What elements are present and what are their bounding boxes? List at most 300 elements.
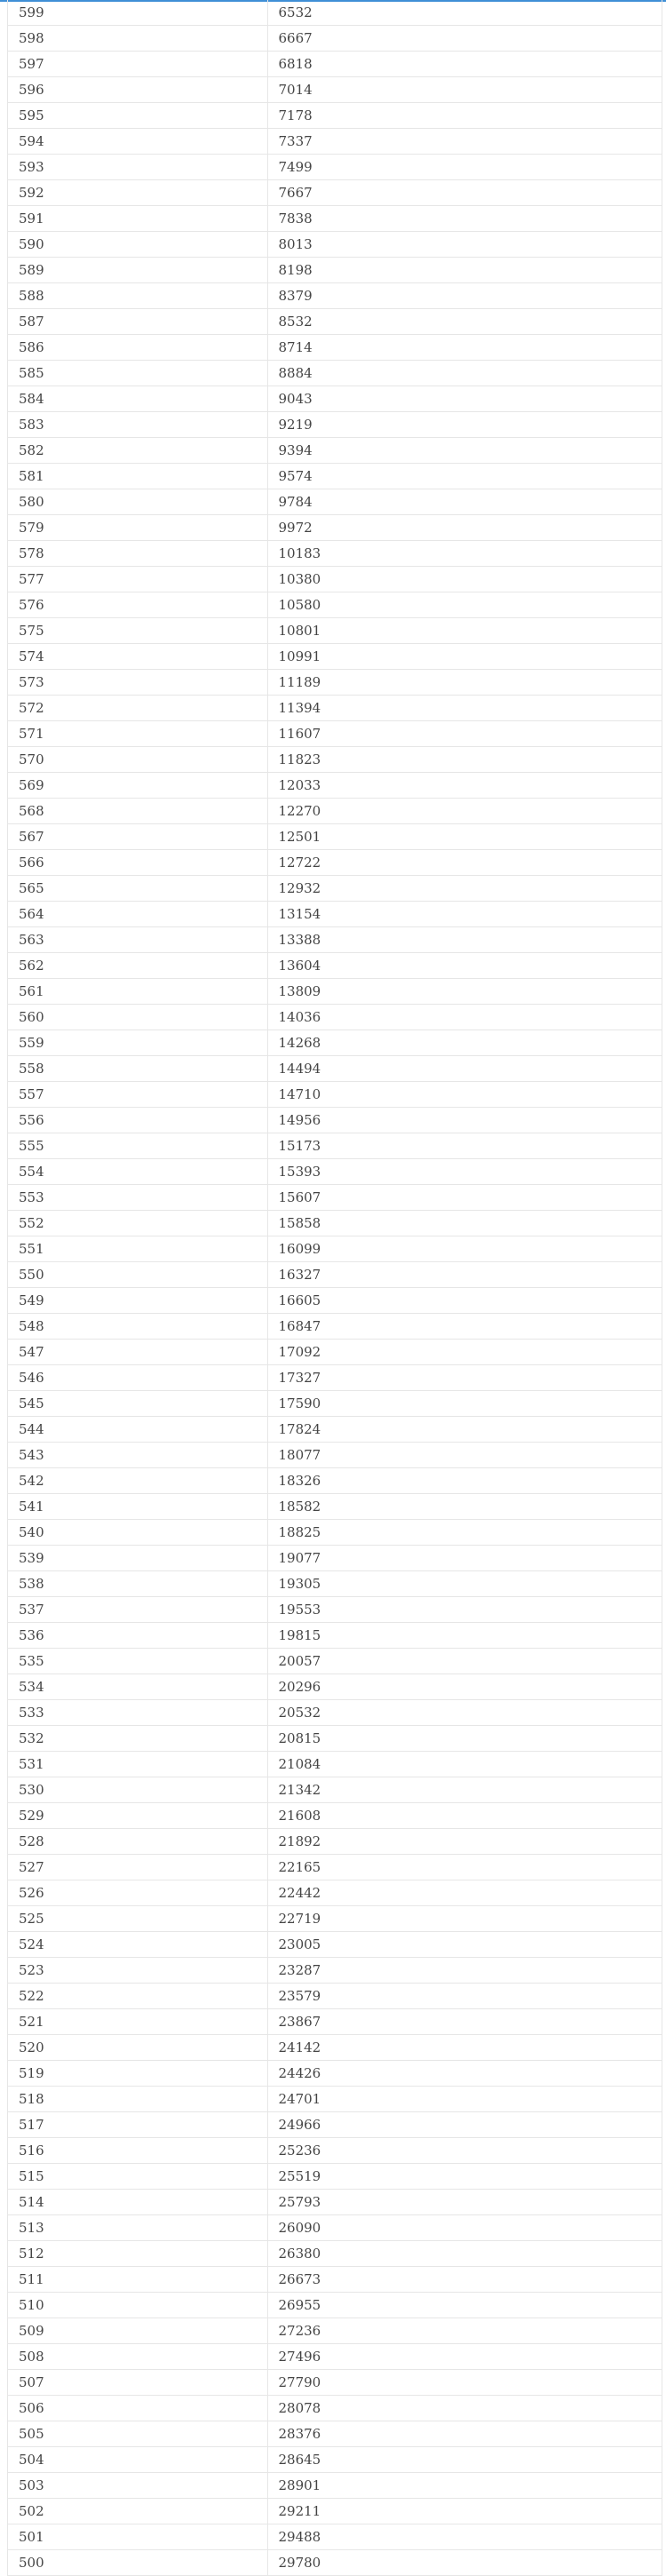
cumulative-count-cell: 27236 <box>267 2318 662 2344</box>
cumulative-count-cell: 17327 <box>267 1365 662 1391</box>
table-row <box>8 1108 662 1133</box>
cumulative-count-cell: 6532 <box>267 0 662 26</box>
cumulative-count-cell: 13154 <box>267 902 662 927</box>
score-cell: 531 <box>8 1752 267 1777</box>
score-cell: 586 <box>8 335 267 361</box>
cumulative-count-cell: 12033 <box>267 773 662 799</box>
table-row <box>8 2318 662 2344</box>
cumulative-count-cell: 14036 <box>267 1005 662 1030</box>
cumulative-count-cell: 23579 <box>267 1984 662 2009</box>
cumulative-count-cell: 9043 <box>267 386 662 412</box>
cumulative-count-cell: 14956 <box>267 1108 662 1133</box>
table-row <box>8 2370 662 2396</box>
table-row <box>8 335 662 361</box>
score-cell: 522 <box>8 1984 267 2009</box>
table-row <box>8 1855 662 1880</box>
cumulative-count-cell: 7178 <box>267 103 662 129</box>
table-row <box>8 670 662 696</box>
table-row <box>8 1803 662 1829</box>
table-row <box>8 1468 662 1494</box>
score-cell: 515 <box>8 2164 267 2190</box>
score-cell: 532 <box>8 1726 267 1752</box>
score-cell: 544 <box>8 1417 267 1443</box>
cumulative-count-cell: 16847 <box>267 1314 662 1340</box>
cumulative-count-cell: 24426 <box>267 2061 662 2087</box>
table-row <box>8 1417 662 1443</box>
cumulative-count-cell: 12932 <box>267 876 662 902</box>
score-cell: 514 <box>8 2190 267 2215</box>
table-row <box>8 438 662 464</box>
table-row <box>8 2164 662 2190</box>
table-row <box>8 927 662 953</box>
score-cell: 598 <box>8 26 267 52</box>
score-cell: 594 <box>8 129 267 155</box>
table-row <box>8 1365 662 1391</box>
table-row <box>8 1597 662 1623</box>
score-cell: 526 <box>8 1880 267 1906</box>
cumulative-count-cell: 21608 <box>267 1803 662 1829</box>
cumulative-count-cell: 13809 <box>267 979 662 1005</box>
table-row <box>8 1649 662 1674</box>
score-cell: 558 <box>8 1056 267 1082</box>
cumulative-count-cell: 15173 <box>267 1133 662 1159</box>
cumulative-count-cell: 29211 <box>267 2499 662 2524</box>
score-cell: 592 <box>8 180 267 206</box>
table-row <box>8 1623 662 1649</box>
table-row <box>8 696 662 721</box>
cumulative-count-cell: 21084 <box>267 1752 662 1777</box>
score-cell: 543 <box>8 1443 267 1468</box>
cumulative-count-cell: 9574 <box>267 464 662 489</box>
score-cell: 568 <box>8 799 267 824</box>
cumulative-count-cell: 8532 <box>267 309 662 335</box>
table-row <box>8 1443 662 1468</box>
cumulative-count-cell: 28901 <box>267 2473 662 2499</box>
cumulative-count-cell: 11394 <box>267 696 662 721</box>
score-cell: 518 <box>8 2087 267 2112</box>
cumulative-count-cell: 18326 <box>267 1468 662 1494</box>
cumulative-count-cell: 23005 <box>267 1932 662 1958</box>
table-row <box>8 1700 662 1726</box>
score-cell: 577 <box>8 567 267 592</box>
score-cell: 506 <box>8 2396 267 2421</box>
table-row <box>8 747 662 773</box>
table-row <box>8 721 662 747</box>
table-row <box>8 2138 662 2164</box>
score-cell: 525 <box>8 1906 267 1932</box>
table-row <box>8 1314 662 1340</box>
score-cell: 529 <box>8 1803 267 1829</box>
table-row <box>8 1880 662 1906</box>
table-row <box>8 953 662 979</box>
score-cell: 534 <box>8 1674 267 1700</box>
score-cell: 549 <box>8 1288 267 1314</box>
cumulative-count-cell: 8884 <box>267 361 662 386</box>
table-row <box>8 1674 662 1700</box>
score-cell: 581 <box>8 464 267 489</box>
cumulative-count-cell: 9394 <box>267 438 662 464</box>
score-cell: 523 <box>8 1958 267 1984</box>
cumulative-count-cell: 24701 <box>267 2087 662 2112</box>
score-cell: 539 <box>8 1546 267 1571</box>
score-cell: 527 <box>8 1855 267 1880</box>
cumulative-count-cell: 10801 <box>267 618 662 644</box>
table-row <box>8 52 662 77</box>
cumulative-count-cell: 17092 <box>267 1340 662 1365</box>
cumulative-count-cell: 26090 <box>267 2215 662 2241</box>
score-cell: 580 <box>8 489 267 515</box>
table-row <box>8 1211 662 1236</box>
score-cell: 582 <box>8 438 267 464</box>
cumulative-count-cell: 18582 <box>267 1494 662 1520</box>
table-row <box>8 180 662 206</box>
cumulative-count-cell: 17590 <box>267 1391 662 1417</box>
score-cell: 519 <box>8 2061 267 2087</box>
score-cell: 545 <box>8 1391 267 1417</box>
table-row <box>8 1520 662 1546</box>
score-cell: 521 <box>8 2009 267 2035</box>
table-row <box>8 515 662 541</box>
table-row <box>8 2524 662 2550</box>
table-row <box>8 2499 662 2524</box>
cumulative-count-cell: 13388 <box>267 927 662 953</box>
cumulative-count-cell: 8198 <box>267 258 662 283</box>
score-cell: 516 <box>8 2138 267 2164</box>
cumulative-count-cell: 12270 <box>267 799 662 824</box>
cumulative-count-cell: 22165 <box>267 1855 662 1880</box>
cumulative-count-cell: 22442 <box>267 1880 662 1906</box>
score-cell: 584 <box>8 386 267 412</box>
table-row <box>8 2473 662 2499</box>
table-row <box>8 773 662 799</box>
table-row <box>8 2550 662 2576</box>
cumulative-count-cell: 8013 <box>267 232 662 258</box>
table-row <box>8 489 662 515</box>
score-cell: 572 <box>8 696 267 721</box>
cumulative-count-cell: 27790 <box>267 2370 662 2396</box>
table-row <box>8 979 662 1005</box>
score-cell: 588 <box>8 283 267 309</box>
cumulative-count-cell: 15393 <box>267 1159 662 1185</box>
score-cell: 573 <box>8 670 267 696</box>
table-row <box>8 1185 662 1211</box>
cumulative-count-cell: 27496 <box>267 2344 662 2370</box>
cumulative-count-cell: 25519 <box>267 2164 662 2190</box>
score-cell: 501 <box>8 2524 267 2550</box>
table-row <box>8 309 662 335</box>
score-cell: 593 <box>8 155 267 180</box>
table-row <box>8 876 662 902</box>
table-row <box>8 1546 662 1571</box>
score-cell: 557 <box>8 1082 267 1108</box>
table-row <box>8 2293 662 2318</box>
cumulative-count-cell: 14710 <box>267 1082 662 1108</box>
score-cell: 538 <box>8 1571 267 1597</box>
cumulative-count-cell: 10380 <box>267 567 662 592</box>
table-row <box>8 283 662 309</box>
score-cell: 563 <box>8 927 267 953</box>
score-cell: 571 <box>8 721 267 747</box>
score-cell: 551 <box>8 1236 267 1262</box>
score-cell: 562 <box>8 953 267 979</box>
table-row <box>8 129 662 155</box>
score-cell: 500 <box>8 2550 267 2576</box>
table-row <box>8 2190 662 2215</box>
table-row <box>8 2087 662 2112</box>
cumulative-count-cell: 8714 <box>267 335 662 361</box>
cumulative-count-cell: 9784 <box>267 489 662 515</box>
table-row <box>8 1262 662 1288</box>
score-cell: 596 <box>8 77 267 103</box>
score-cell: 502 <box>8 2499 267 2524</box>
cumulative-count-cell: 13604 <box>267 953 662 979</box>
table-row <box>8 1340 662 1365</box>
cumulative-count-cell: 11607 <box>267 721 662 747</box>
score-rank-table-container <box>7 0 662 2576</box>
cumulative-count-cell: 17824 <box>267 1417 662 1443</box>
cumulative-count-cell: 23867 <box>267 2009 662 2035</box>
table-row <box>8 1082 662 1108</box>
score-cell: 507 <box>8 2370 267 2396</box>
table-row <box>8 1906 662 1932</box>
table-row <box>8 386 662 412</box>
score-cell: 564 <box>8 902 267 927</box>
table-row <box>8 541 662 567</box>
cumulative-count-cell: 20815 <box>267 1726 662 1752</box>
score-cell: 583 <box>8 412 267 438</box>
table-row <box>8 799 662 824</box>
score-cell: 554 <box>8 1159 267 1185</box>
score-cell: 548 <box>8 1314 267 1340</box>
cumulative-count-cell: 25793 <box>267 2190 662 2215</box>
table-row <box>8 2112 662 2138</box>
table-row <box>8 644 662 670</box>
cumulative-count-cell: 26955 <box>267 2293 662 2318</box>
score-cell: 591 <box>8 206 267 232</box>
table-row <box>8 1829 662 1855</box>
score-cell: 555 <box>8 1133 267 1159</box>
cumulative-count-cell: 20057 <box>267 1649 662 1674</box>
cumulative-count-cell: 24142 <box>267 2035 662 2061</box>
score-cell: 540 <box>8 1520 267 1546</box>
table-row <box>8 1159 662 1185</box>
score-cell: 553 <box>8 1185 267 1211</box>
table-row <box>8 103 662 129</box>
score-cell: 536 <box>8 1623 267 1649</box>
cumulative-count-cell: 7667 <box>267 180 662 206</box>
table-row <box>8 2396 662 2421</box>
score-cell: 599 <box>8 0 267 26</box>
score-cell: 556 <box>8 1108 267 1133</box>
table-row <box>8 1494 662 1520</box>
score-cell: 546 <box>8 1365 267 1391</box>
cumulative-count-cell: 14494 <box>267 1056 662 1082</box>
cumulative-count-cell: 7014 <box>267 77 662 103</box>
table-row <box>8 412 662 438</box>
table-row <box>8 1984 662 2009</box>
cumulative-count-cell: 21342 <box>267 1777 662 1803</box>
table-row <box>8 902 662 927</box>
cumulative-count-cell: 19553 <box>267 1597 662 1623</box>
score-cell: 570 <box>8 747 267 773</box>
score-cell: 517 <box>8 2112 267 2138</box>
score-cell: 509 <box>8 2318 267 2344</box>
table-row <box>8 850 662 876</box>
table-row <box>8 1030 662 1056</box>
cumulative-count-cell: 29488 <box>267 2524 662 2550</box>
cumulative-count-cell: 6818 <box>267 52 662 77</box>
table-row <box>8 155 662 180</box>
score-cell: 511 <box>8 2267 267 2293</box>
score-cell: 504 <box>8 2447 267 2473</box>
cumulative-count-cell: 20296 <box>267 1674 662 1700</box>
score-cell: 590 <box>8 232 267 258</box>
score-cell: 550 <box>8 1262 267 1288</box>
score-cell: 535 <box>8 1649 267 1674</box>
score-cell: 595 <box>8 103 267 129</box>
table-row <box>8 824 662 850</box>
score-cell: 579 <box>8 515 267 541</box>
score-cell: 567 <box>8 824 267 850</box>
table-row <box>8 1133 662 1159</box>
cumulative-count-cell: 10580 <box>267 592 662 618</box>
table-row <box>8 1958 662 1984</box>
cumulative-count-cell: 28645 <box>267 2447 662 2473</box>
score-cell: 597 <box>8 52 267 77</box>
table-row <box>8 361 662 386</box>
cumulative-count-cell: 22719 <box>267 1906 662 1932</box>
table-row <box>8 77 662 103</box>
table-row <box>8 0 662 26</box>
table-row <box>8 2009 662 2035</box>
table-row <box>8 232 662 258</box>
score-cell: 537 <box>8 1597 267 1623</box>
cumulative-count-cell: 19305 <box>267 1571 662 1597</box>
cumulative-count-cell: 24966 <box>267 2112 662 2138</box>
score-cell: 520 <box>8 2035 267 2061</box>
score-cell: 505 <box>8 2421 267 2447</box>
score-cell: 585 <box>8 361 267 386</box>
score-cell: 561 <box>8 979 267 1005</box>
table-row <box>8 2267 662 2293</box>
cumulative-count-cell: 12722 <box>267 850 662 876</box>
table-row <box>8 1932 662 1958</box>
score-cell: 560 <box>8 1005 267 1030</box>
table-row <box>8 2421 662 2447</box>
score-cell: 542 <box>8 1468 267 1494</box>
cumulative-count-cell: 28078 <box>267 2396 662 2421</box>
cumulative-count-cell: 12501 <box>267 824 662 850</box>
score-cell: 530 <box>8 1777 267 1803</box>
cumulative-count-cell: 10183 <box>267 541 662 567</box>
table-row <box>8 1752 662 1777</box>
score-cell: 512 <box>8 2241 267 2267</box>
table-row <box>8 2241 662 2267</box>
table-row <box>8 1056 662 1082</box>
table-row <box>8 1777 662 1803</box>
table-row <box>8 1288 662 1314</box>
table-row <box>8 618 662 644</box>
cumulative-count-cell: 8379 <box>267 283 662 309</box>
table-row <box>8 2215 662 2241</box>
cumulative-count-cell: 16605 <box>267 1288 662 1314</box>
score-cell: 589 <box>8 258 267 283</box>
table-row <box>8 464 662 489</box>
cumulative-count-cell: 15607 <box>267 1185 662 1211</box>
score-cell: 587 <box>8 309 267 335</box>
cumulative-count-cell: 18825 <box>267 1520 662 1546</box>
score-cell: 575 <box>8 618 267 644</box>
score-cell: 552 <box>8 1211 267 1236</box>
cumulative-count-cell: 26673 <box>267 2267 662 2293</box>
table-row <box>8 1005 662 1030</box>
cumulative-count-cell: 20532 <box>267 1700 662 1726</box>
table-row <box>8 567 662 592</box>
score-cell: 513 <box>8 2215 267 2241</box>
cumulative-count-cell: 16327 <box>267 1262 662 1288</box>
score-cell: 566 <box>8 850 267 876</box>
cumulative-count-cell: 19815 <box>267 1623 662 1649</box>
table-row <box>8 592 662 618</box>
cumulative-count-cell: 11189 <box>267 670 662 696</box>
table-row <box>8 1571 662 1597</box>
cumulative-count-cell: 7337 <box>267 129 662 155</box>
score-cell: 508 <box>8 2344 267 2370</box>
score-cell: 559 <box>8 1030 267 1056</box>
cumulative-count-cell: 10991 <box>267 644 662 670</box>
score-cell: 578 <box>8 541 267 567</box>
cumulative-count-cell: 21892 <box>267 1829 662 1855</box>
cumulative-count-cell: 25236 <box>267 2138 662 2164</box>
score-cell: 533 <box>8 1700 267 1726</box>
cumulative-count-cell: 28376 <box>267 2421 662 2447</box>
score-cell: 576 <box>8 592 267 618</box>
table-row <box>8 206 662 232</box>
cumulative-count-cell: 26380 <box>267 2241 662 2267</box>
cumulative-count-cell: 11823 <box>267 747 662 773</box>
cumulative-count-cell: 23287 <box>267 1958 662 1984</box>
cumulative-count-cell: 16099 <box>267 1236 662 1262</box>
table-row <box>8 2035 662 2061</box>
table-row <box>8 258 662 283</box>
score-cell: 541 <box>8 1494 267 1520</box>
cumulative-count-cell: 7838 <box>267 206 662 232</box>
score-rank-table <box>8 0 662 2576</box>
cumulative-count-cell: 19077 <box>267 1546 662 1571</box>
cumulative-count-cell: 9972 <box>267 515 662 541</box>
score-cell: 569 <box>8 773 267 799</box>
score-cell: 528 <box>8 1829 267 1855</box>
table-row <box>8 1236 662 1262</box>
score-cell: 565 <box>8 876 267 902</box>
score-cell: 510 <box>8 2293 267 2318</box>
cumulative-count-cell: 29780 <box>267 2550 662 2576</box>
score-cell: 574 <box>8 644 267 670</box>
table-row <box>8 2344 662 2370</box>
cumulative-count-cell: 14268 <box>267 1030 662 1056</box>
cumulative-count-cell: 15858 <box>267 1211 662 1236</box>
score-cell: 547 <box>8 1340 267 1365</box>
cumulative-count-cell: 6667 <box>267 26 662 52</box>
score-cell: 503 <box>8 2473 267 2499</box>
table-row <box>8 1726 662 1752</box>
score-cell: 524 <box>8 1932 267 1958</box>
table-row <box>8 1391 662 1417</box>
table-row <box>8 2447 662 2473</box>
cumulative-count-cell: 9219 <box>267 412 662 438</box>
cumulative-count-cell: 18077 <box>267 1443 662 1468</box>
table-body <box>8 0 662 2576</box>
